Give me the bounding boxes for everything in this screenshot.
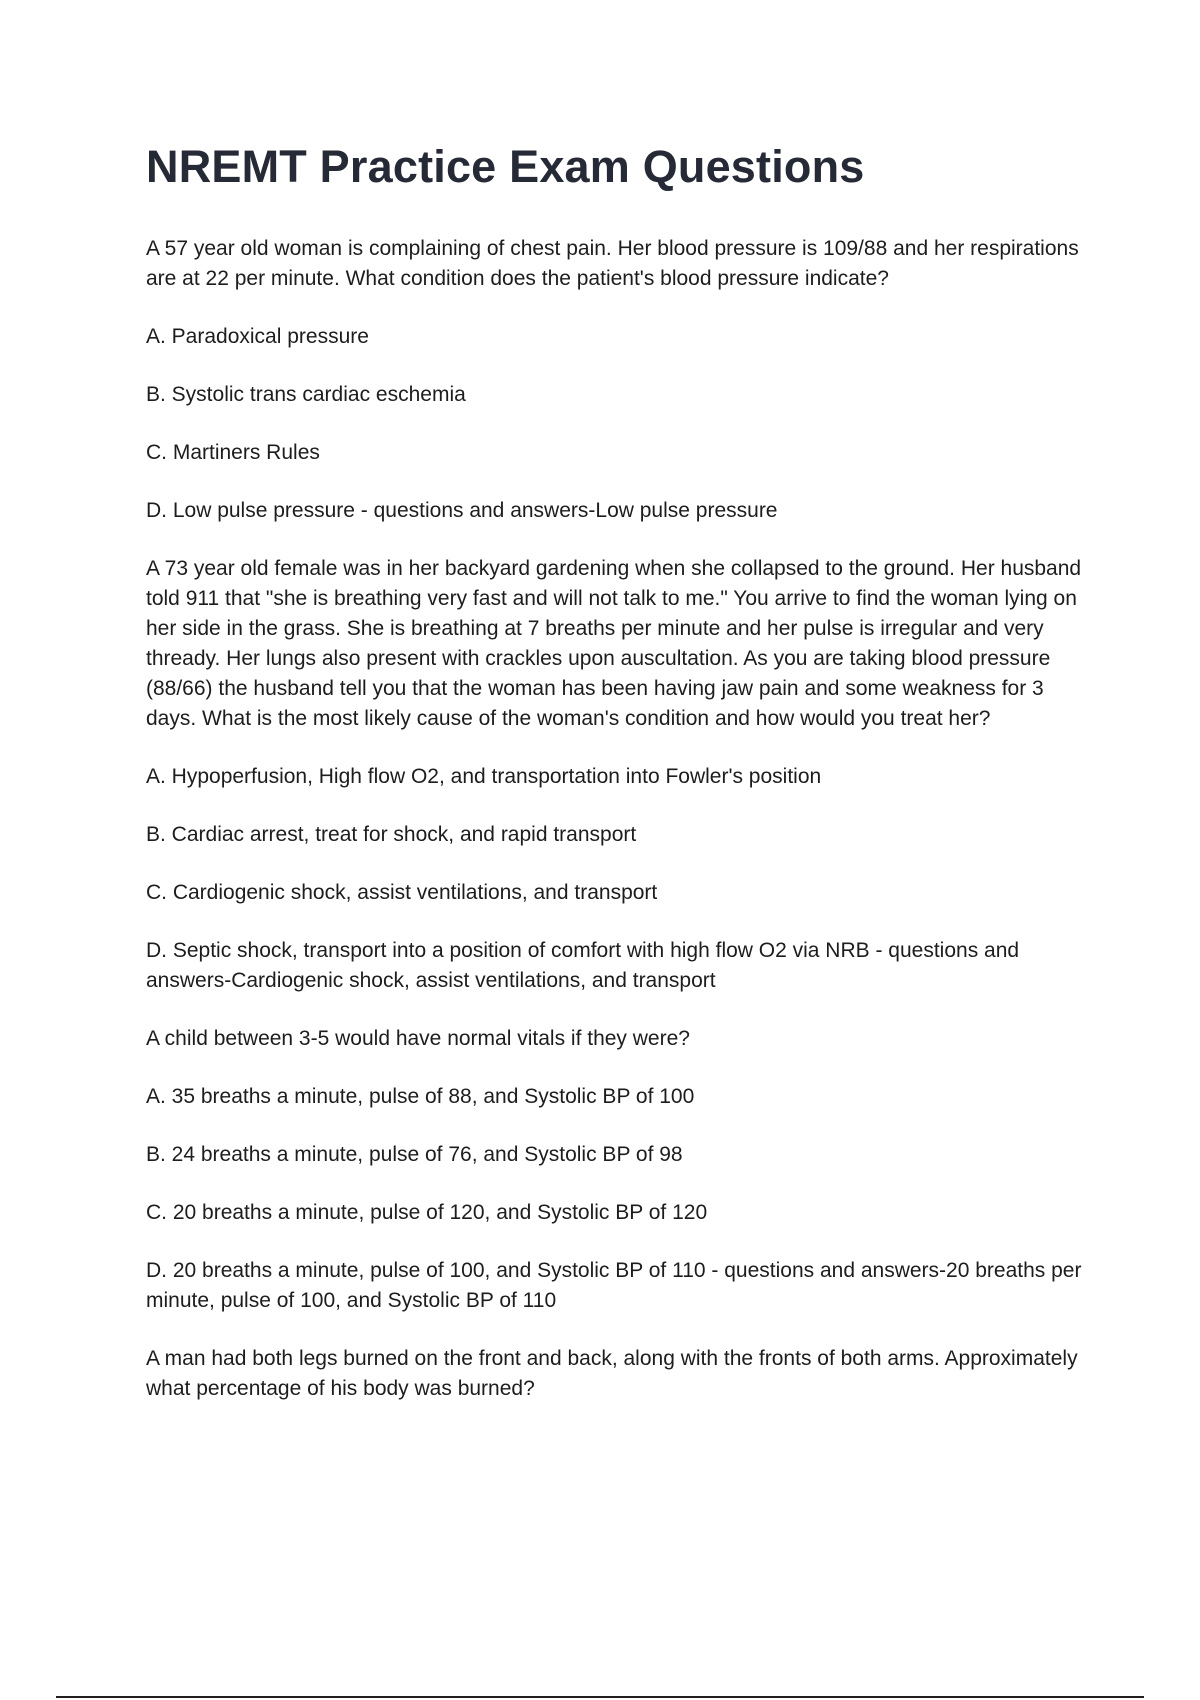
- document-content: [146, 140, 1096, 1432]
- answer-option: A. Hypoperfusion, High flow O2, and transportation into Fowler's position: [146, 765, 822, 788]
- answer-option: C. Martiners Rules: [146, 441, 320, 464]
- footer-divider: [56, 1696, 1144, 1698]
- answer-option: C. Cardiogenic shock, assist ventilations, and transport: [146, 881, 658, 904]
- answer-option: D. 20 breaths a minute, pulse of 100, and Systolic BP of 110 - questions and answers-20 breaths per minute, pulse of 100, and Systolic BP of 110: [146, 1259, 1082, 1312]
- page-title: NREMT Practice Exam Questions: [146, 141, 865, 192]
- answer-option: C. 20 breaths a minute, pulse of 120, and Systolic BP of 120: [146, 1201, 708, 1224]
- question-stem: A man had both legs burned on the front and back, along with the fronts of both arms. Approximately what percentage of his body was burned?: [146, 1347, 1078, 1400]
- answer-option: D. Septic shock, transport into a position of comfort with high flow O2 via NRB - questions and answers-Cardiogenic shock, assist ventilations, and transport: [146, 939, 1020, 992]
- question-stem: A child between 3-5 would have normal vitals if they were?: [146, 1027, 690, 1050]
- answer-option: B. Cardiac arrest, treat for shock, and rapid transport: [146, 823, 637, 846]
- question-stem: A 57 year old woman is complaining of chest pain. Her blood pressure is 109/88 and her respirations are at 22 per minute. What condition does the patient's blood pressure indicate?: [146, 237, 1079, 290]
- answer-option: D. Low pulse pressure - questions and answers-Low pulse pressure: [146, 499, 778, 522]
- answer-option: B. 24 breaths a minute, pulse of 76, and Systolic BP of 98: [146, 1143, 683, 1166]
- answer-option: A. 35 breaths a minute, pulse of 88, and Systolic BP of 100: [146, 1085, 695, 1108]
- question-stem: A 73 year old female was in her backyard gardening when she collapsed to the ground. Her husband told 911 that "she is breathing very fast and will not talk to me." You arrive to find the woman lying on her side in the grass. She is breathing at 7 breaths per minute and her pulse is irregular and very thready. Her lungs also present with crackles upon auscultation. As you are taking blood pressure (88/66) the husband tell you that the woman has been having jaw pain and some weakness for 3 days. What is the most likely cause of the woman's condition and how would you treat her?: [146, 557, 1082, 730]
- answer-option: B. Systolic trans cardiac eschemia: [146, 383, 466, 406]
- answer-option: A. Paradoxical pressure: [146, 325, 369, 348]
